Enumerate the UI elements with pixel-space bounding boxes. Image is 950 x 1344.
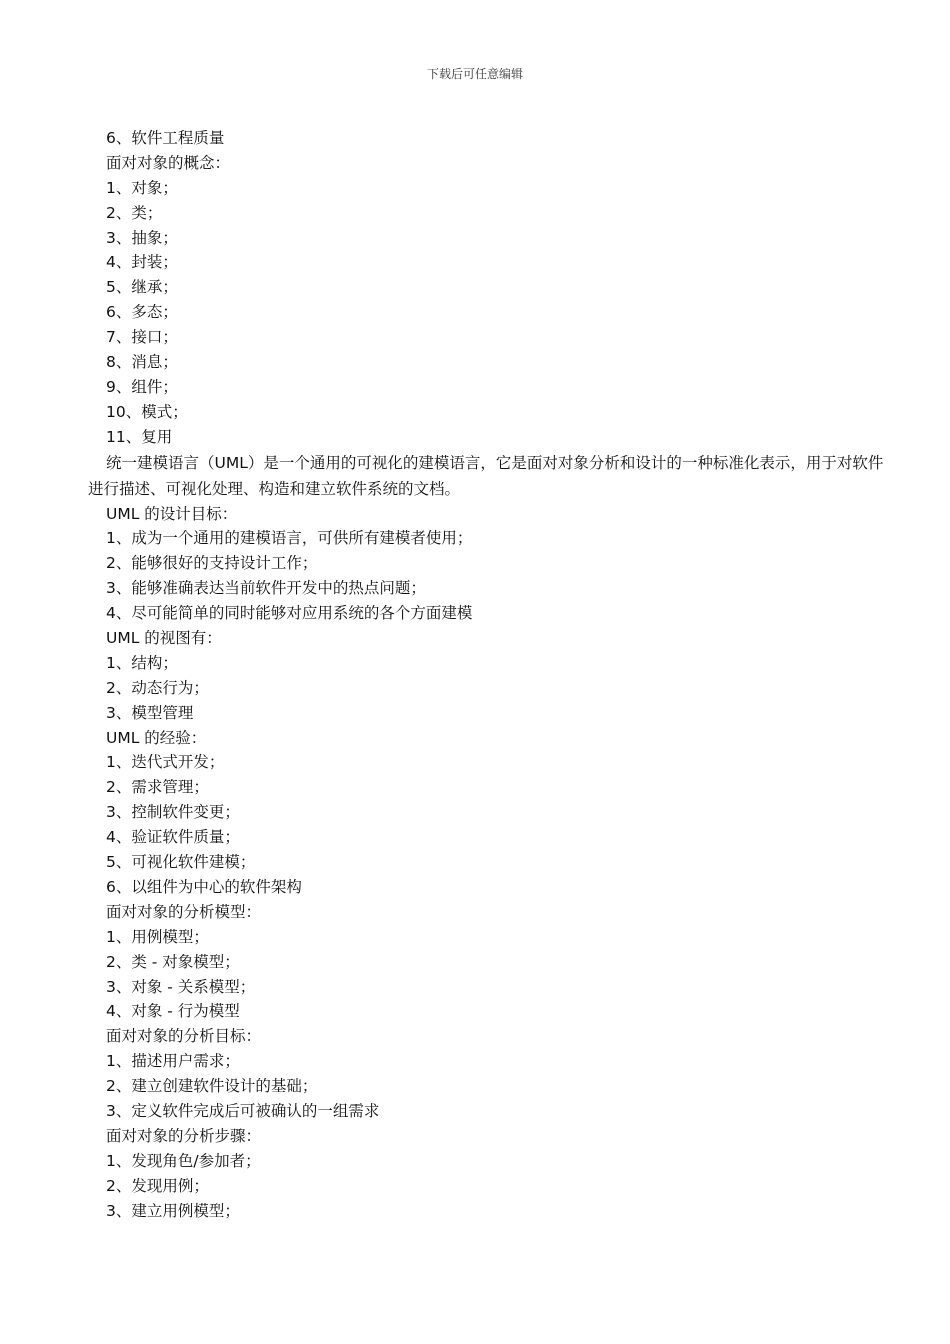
list-item: 2、建立创建软件设计的基础； [106,1077,318,1096]
text-line: 6、软件工程质量 [106,129,225,147]
section-heading: 面对对象的分析目标： [106,1027,262,1046]
list-item: 3、模型管理 [106,703,194,722]
list-item: 1、描述用户需求； [106,1052,240,1071]
section-heading: UML 的设计目标： [106,504,238,523]
list-item: 1、成为一个通用的建模语言，可供所有建模者使用； [106,529,473,548]
list-item: 1、用例模型； [106,927,209,946]
section-heading: 面对对象的分析步骤： [106,1126,262,1145]
list-item: 5、可视化软件建模； [106,853,256,872]
section-heading: 面对对象的概念： [106,153,231,172]
list-item: 11、复用 [106,427,173,446]
list-item: 4、验证软件质量； [106,828,240,847]
list-item: 6、多态； [106,303,178,322]
list-item: 4、对象 - 行为模型 [106,1002,240,1021]
list-item: 7、接口； [106,328,178,347]
list-item: 3、抽象； [106,228,178,247]
section-heading: UML 的视图有： [106,629,222,648]
list-item: 3、定义软件完成后可被确认的一组需求 [106,1101,380,1120]
list-item: 6、以组件为中心的软件架构 [106,877,302,896]
list-item: 1、对象； [106,178,178,197]
list-item: 1、发现角色/参加者； [106,1151,261,1170]
list-item: 3、能够准确表达当前软件开发中的热点问题； [106,579,426,598]
list-item: 1、结构； [106,653,178,672]
uml-definition-paragraph: 统一建模语言（UML）是一个通用的可视化的建模语言，它是面对对象分析和设计的一种标准化表示，用于对软件进行描述、可视化处理、构造和建立软件系统的文档。 [88,453,884,498]
page-header: 下载后可任意编辑 [426,67,523,81]
list-item: 3、建立用例模型； [106,1201,240,1220]
section-heading: 面对对象的分析模型： [106,902,262,921]
list-item: 9、组件； [106,377,178,396]
list-item: 3、控制软件变更； [106,803,240,822]
document-body [0,126,950,1223]
list-item: 2、类； [106,203,163,222]
list-item: 10、模式； [106,402,188,421]
list-item: 2、类 - 对象模型； [106,952,240,971]
section-heading: UML 的经验： [106,728,207,747]
list-item: 4、尽可能简单的同时能够对应用系统的各个方面建模 [106,604,473,623]
list-item: 1、迭代式开发； [106,753,225,772]
list-item: 8、消息； [106,353,178,372]
list-item: 3、对象 - 关系模型； [106,977,256,996]
list-item: 2、动态行为； [106,678,209,697]
list-item: 2、发现用例； [106,1176,209,1195]
list-item: 2、需求管理； [106,778,209,797]
list-item: 2、能够很好的支持设计工作； [106,554,318,573]
list-item: 4、封装； [106,253,178,272]
list-item: 5、继承； [106,278,178,297]
